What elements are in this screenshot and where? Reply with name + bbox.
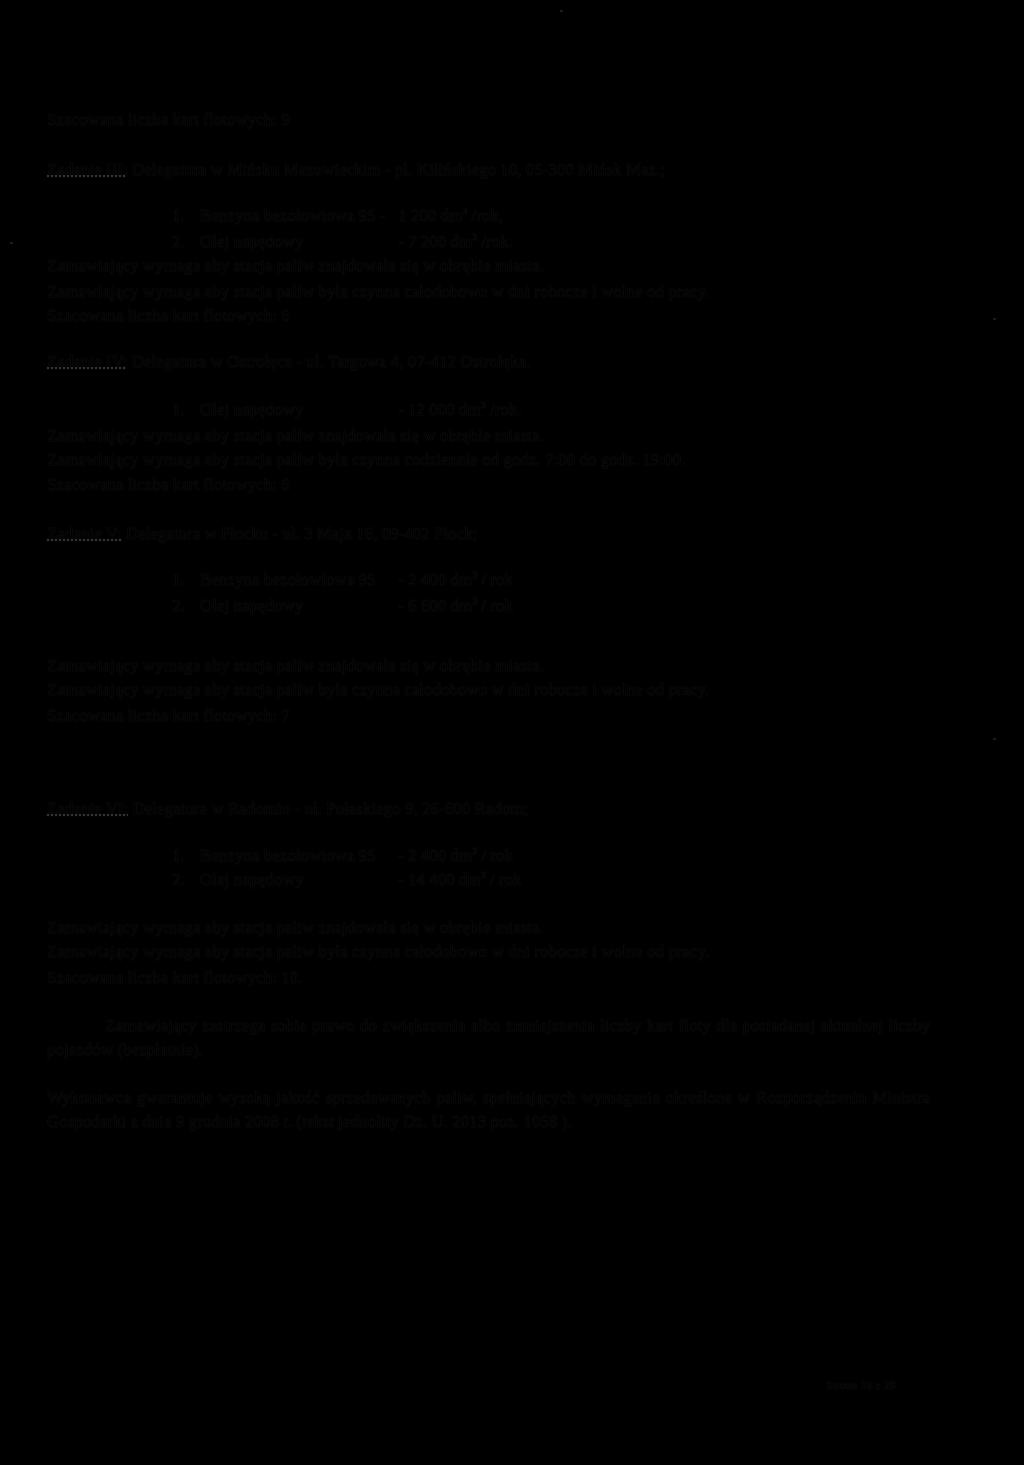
task-5-label: Zadanie V: <box>47 524 122 543</box>
task-5-header <box>47 522 477 546</box>
task-5-description: Delegatura w Płocku - ul. 3 Maja 16, 09-402 Płock; <box>125 524 478 543</box>
task-4-item-1: 1. Olej napędowy - 12 000 $dm^3$ /rok. <box>172 400 522 419</box>
fleet-card-estimate: Szacowana liczba kart flotowych: 9 <box>47 110 290 129</box>
task-5-item-2: 2. Olej napędowy - 6 600 $dm^3$ / rok <box>172 596 514 615</box>
task-3-label: Zadanie III: <box>47 160 128 179</box>
task-6-label: Zadanie VI: <box>47 799 129 818</box>
task-4-location-requirement: Zamawiający wymaga aby stacja paliw znajdowała się w obrębie miasta. <box>47 426 544 445</box>
task-6-description: Delegatura w Radomiu - ul. Pułaskiego 9, 26-600 Radom; <box>132 799 529 818</box>
task-3-fleet-estimate: Szacowana liczba kart flotowych: 6 <box>47 306 290 325</box>
task-5-item-1: 1. Benzyna bezołowiowa 95 - 2 400 $dm^3$ / rok <box>172 570 514 589</box>
task-6-fleet-estimate: Szacowana liczba kart flotowych: 10. <box>47 968 303 987</box>
task-3-item-1: 1. Benzyna bezołowiowa 95 - 1 200 $dm^3$ /rok, <box>172 206 504 225</box>
task-5-hours-requirement: Zamawiający wymaga aby stacja paliw była czynna całodobowo w dni robocze i wolne od pracy. <box>47 680 710 699</box>
task-4-label: Zadanie IV: <box>47 352 128 371</box>
task-6-header <box>47 797 528 821</box>
page-number: Strona 16 z 29 <box>826 1378 896 1392</box>
scan-speck <box>993 318 996 320</box>
reserve-clause-paragraph: Zamawiający zastrzega sobie prawo do zwiększenia albo zmniejszenia liczby kart floty dla posiadanej aktualnej liczby pojazdów (bezpłatnie). <box>47 1016 930 1059</box>
task-3-location-requirement: Zamawiający wymaga aby stacja paliw znajdowała się w obrębie miasta. <box>47 256 544 275</box>
task-3-item-2: 2. Olej napędowy - 7 200 $dm^3$ /rok. <box>172 232 514 251</box>
task-4-header <box>47 350 531 374</box>
task-5-fleet-estimate: Szacowana liczba kart flotowych: 7 <box>47 706 290 725</box>
task-6-location-requirement: Zamawiający wymaga aby stacja paliw znajdowała się w obrębie miasta. <box>47 918 544 937</box>
task-4-hours-requirement: Zamawiający wymaga aby stacja paliw była czynna codziennie od godz. 7:00 do godz. 19:00. <box>47 450 686 469</box>
task-6-item-1: 1. Benzyna bezołowiowa 95 - 2 400 $dm^3$ / rok <box>172 846 514 865</box>
task-3-header <box>47 158 665 182</box>
quality-clause-paragraph: Wykonawca gwarantuje wysoką jakość sprzedawanych paliw, spełniających wymagania określone w Rozporządzeniu Ministra Gospodarki z dnia 9 grudnia 2008 r. (tekst jednolity Dz. U. 2013 poz. 1058 ). <box>47 1088 930 1131</box>
scan-speck <box>10 242 13 244</box>
task-5-location-requirement: Zamawiający wymaga aby stacja paliw znajdowała się w obrębie miasta. <box>47 656 544 675</box>
task-4-description: Delegatura w Ostrołęce - ul. Targowa 4, 07-412 Ostrołęka. <box>131 352 531 371</box>
task-3-description: Delegatura w Mińsku Mazowieckim - pl. Kilińskiego 10, 05-300 Mińsk Maz.; <box>131 160 666 179</box>
task-6-hours-requirement: Zamawiający wymaga aby stacja paliw była czynna całodobowo w dni robocze i wolne od pracy. <box>47 942 710 961</box>
task-4-fleet-estimate: Szacowana liczba kart flotowych: 6 <box>47 475 290 494</box>
scan-speck <box>560 10 563 12</box>
task-6-item-2: 2. Olej napędowy - 14 400 $dm^3$ / rok <box>172 870 522 889</box>
scan-speck <box>993 738 996 740</box>
task-3-hours-requirement: Zamawiający wymaga aby stacja paliw była czynna całodobowo w dni robocze i wolne od pracy. <box>47 282 710 301</box>
